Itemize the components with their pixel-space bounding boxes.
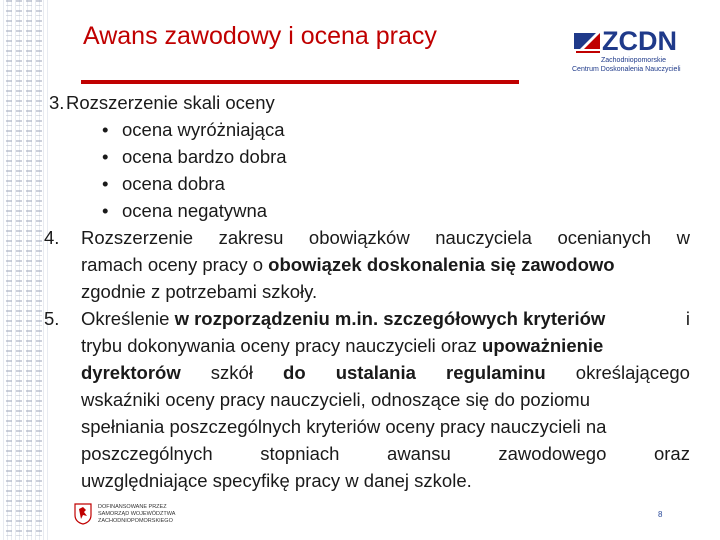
bullet-dot: • [102,173,109,194]
bullet-dot: • [102,200,109,221]
bullet-dot: • [102,119,109,140]
zcdn-logo [570,26,685,74]
zcdn-logo-icon [574,29,600,53]
script-column [36,0,42,540]
bullet-dot: • [102,146,109,167]
list-item-5-line: 5. Określenie w rozporządzeniu m.in. szczegółowych kryteriów i [44,308,690,329]
footer-sponsor-logo: DOFINANSOWANE PRZEZ SAMORZĄD WOJEWÓDZTWA ZACHODNIOPOMORSKIEGO [70,499,210,529]
list-item-5-line: trybu dokonywania oceny pracy nauczycieli oraz upoważnienie [81,335,604,356]
logo-subtitle-2: Centrum Doskonalenia Nauczycieli [572,66,681,73]
list-item-4-line: ramach oceny pracy o obowiązek doskonalenia się zawodowo [81,254,615,275]
script-column [6,0,12,540]
bullet-item: • ocena dobra [44,170,690,197]
list-item-5-line: uwzględniające specyfikę pracy w danej szkole. [81,470,472,491]
bullet-item: • ocena wyróżniająca [44,116,690,143]
list-item-4-line: zgodnie z potrzebami szkoły. [81,281,318,302]
slide-title: Awans zawodowy i ocena pracy [83,22,437,50]
list-item-5-line: wskaźniki oceny pracy nauczycieli, odnoszące się do poziomu [81,389,591,410]
list-item-5-line: poszczególnych stopniach awansu zawodowego oraz [81,443,690,464]
title-underline [81,80,519,84]
bullet-item: • ocena bardzo dobra [44,143,690,170]
griffin-crest-icon [74,503,92,525]
list-item-3-heading: 3. Rozszerzenie skali oceny [49,92,275,113]
logo-wordmark: ZCDN [602,26,677,56]
list-item-4-line: 4. Rozszerzenie zakresu obowiązków nauczyciela ocenianych w [44,227,690,248]
page-number: 8 [658,510,663,519]
slide-body [44,89,690,494]
decorative-script-strip [0,0,48,540]
bullet-item: • ocena negatywna [44,197,690,224]
logo-subtitle-1: Zachodniopomorskie [601,57,666,64]
list-item-5-line: dyrektorów szkół do ustalania regulaminu określającego [81,362,690,383]
script-column [26,0,32,540]
list-item-5-line: spełniania poszczególnych kryteriów oceny pracy nauczycieli na [81,416,607,437]
script-column [16,0,22,540]
